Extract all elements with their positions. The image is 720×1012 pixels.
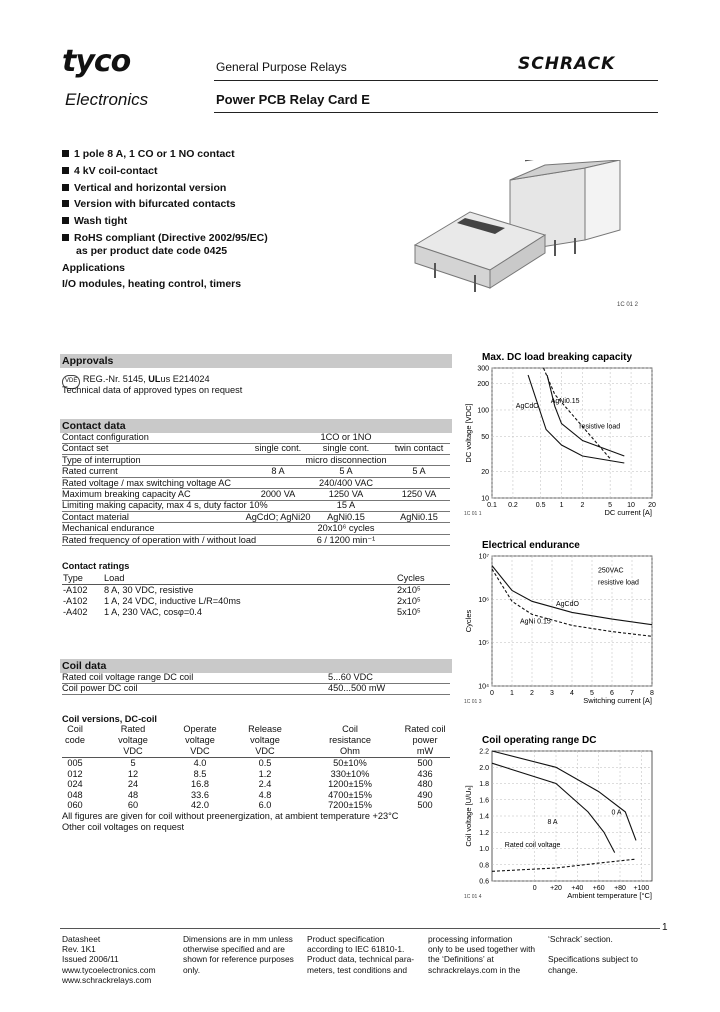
x-axis-label: Switching current [A] bbox=[583, 696, 652, 705]
ratings-cell: -A402 bbox=[63, 607, 88, 617]
footer-text: according to IEC 61810-1. bbox=[307, 944, 405, 955]
ratings-cell: 1 A, 24 VDC, inductive L/R=40ms bbox=[104, 596, 241, 606]
contact-row-value: 1250 VA bbox=[401, 489, 437, 499]
contact-row-value: AgCdO; AgNi20 bbox=[245, 511, 311, 522]
annotation: 8 A bbox=[547, 819, 558, 827]
chart-title: Coil operating range DC bbox=[482, 735, 597, 746]
x-tick-label: 5 bbox=[608, 502, 613, 509]
feature-item: Vertical and horizontal version bbox=[62, 180, 268, 197]
category-label: General Purpose Relays bbox=[216, 60, 347, 74]
ratings-cell: -A102 bbox=[63, 585, 88, 595]
contact-row-value: 5 A bbox=[339, 466, 353, 477]
versions-cell: 2.4 bbox=[258, 779, 272, 789]
feature-item: Wash tight bbox=[62, 213, 268, 230]
contact-row-label: Rated frequency of operation with / without load bbox=[62, 534, 257, 545]
contact-row-label: Maximum breaking capacity AC bbox=[62, 489, 191, 499]
contact-row-label: Limiting making capacity, max 4 s, duty factor 10% bbox=[62, 500, 268, 511]
versions-cell: 1.2 bbox=[258, 768, 272, 779]
footer-text: schrackrelays.com in the bbox=[428, 964, 521, 975]
versions-header: Coil bbox=[342, 724, 358, 734]
versions-cell: 024 bbox=[67, 779, 83, 789]
footer-text: Datasheet bbox=[62, 934, 101, 944]
header-rule-2 bbox=[214, 112, 658, 113]
relay-product-image bbox=[395, 160, 645, 310]
versions-cell: 436 bbox=[417, 768, 433, 779]
contact-row-label: Contact configuration bbox=[62, 432, 149, 442]
y-tick-label: 2.0 bbox=[479, 764, 489, 772]
versions-cell: 12 bbox=[127, 768, 139, 779]
contact-row-value: 8 A bbox=[271, 466, 285, 477]
footer-text: Specifications subject to bbox=[548, 954, 638, 965]
coil-row-value: 5...60 VDC bbox=[328, 672, 373, 682]
contact-row-label: Contact material bbox=[62, 511, 129, 522]
y-tick-label: 1.8 bbox=[479, 781, 489, 788]
ratings-cell: 2x10⁵ bbox=[397, 596, 421, 606]
y-tick-label: 300 bbox=[477, 365, 489, 373]
series-label: AgNi0.15 bbox=[550, 398, 580, 406]
electrical-endurance-chart bbox=[462, 540, 662, 712]
series-label: resistive load bbox=[579, 423, 621, 431]
versions-cell: 048 bbox=[67, 789, 83, 800]
x-axis-label: Ambient temperature [°C] bbox=[567, 891, 652, 900]
versions-cell: 060 bbox=[67, 800, 83, 810]
x-tick-label: +60 bbox=[592, 885, 605, 892]
versions-cell: 4.8 bbox=[258, 789, 272, 800]
versions-header: VDC bbox=[255, 746, 275, 756]
versions-header: mW bbox=[416, 746, 434, 756]
contact-row-rule bbox=[62, 466, 450, 478]
approvals-line: VDE REG.-Nr. 5145, ULus E214024 bbox=[62, 374, 210, 389]
contact-row-label: Rated voltage / max switching voltage AC bbox=[62, 477, 232, 488]
chart-title: Max. DC load breaking capacity bbox=[482, 352, 633, 363]
footer-text: Dimensions are in mm unless bbox=[183, 934, 293, 944]
versions-cell: 005 bbox=[67, 758, 83, 768]
series-line bbox=[492, 751, 636, 840]
x-tick-label: 0.1 bbox=[487, 502, 497, 509]
versions-cell: 42.0 bbox=[191, 800, 209, 810]
series-label: AgNi 0.15 bbox=[520, 618, 551, 626]
coil-versions-heading: Coil versions, DC-coil bbox=[62, 714, 157, 724]
x-tick-label: 6 bbox=[610, 690, 614, 697]
coil-data-heading: Coil data bbox=[60, 659, 452, 673]
footer-text: meters, test conditions and bbox=[307, 964, 408, 975]
contact-row-value: 6 / 1200 min⁻¹ bbox=[316, 534, 376, 545]
x-tick-label: 1 bbox=[510, 690, 514, 697]
x-tick-label: 7 bbox=[630, 690, 634, 697]
footer-text: ‘Schrack’ section. bbox=[548, 934, 613, 944]
tyco-logo: tyco bbox=[62, 44, 131, 79]
contact-row-value: 2000 VA bbox=[260, 489, 296, 499]
footer-text: Rev. 1K1 bbox=[62, 944, 96, 955]
x-tick-label: 10 bbox=[627, 502, 635, 509]
contact-row-label: Rated current bbox=[62, 466, 118, 477]
y-tick-label: 1.2 bbox=[479, 829, 489, 837]
contact-row-value: single cont. bbox=[254, 443, 302, 454]
contact-row-value: 1CO or 1NO bbox=[320, 432, 372, 442]
chart-code: 1C 01 1 bbox=[464, 511, 482, 517]
versions-header: Rated bbox=[120, 724, 146, 734]
y-tick-label: 1.4 bbox=[479, 813, 489, 821]
y-tick-label: 10⁷ bbox=[478, 553, 489, 561]
x-tick-label: 4 bbox=[570, 690, 574, 697]
versions-cell: 16.8 bbox=[191, 779, 209, 789]
footer-text: Product specification bbox=[307, 934, 385, 944]
versions-header: Rated coil bbox=[404, 724, 446, 734]
versions-cell: 4.0 bbox=[193, 758, 207, 768]
y-tick-label: 50 bbox=[481, 433, 489, 441]
versions-header: VDC bbox=[190, 746, 210, 756]
applications-label: Applications bbox=[62, 261, 126, 274]
footer-text: shown for reference purposes bbox=[183, 954, 294, 965]
versions-cell: 500 bbox=[417, 800, 433, 810]
versions-header: code bbox=[65, 735, 85, 745]
x-tick-label: 0 bbox=[532, 885, 537, 892]
footer-text: only. bbox=[183, 964, 201, 975]
y-tick-label: 0.8 bbox=[479, 862, 489, 870]
ratings-header: Load bbox=[104, 573, 125, 583]
series-line bbox=[492, 566, 652, 625]
ratings-cell: 1 A, 230 VAC, cosφ=0.4 bbox=[104, 607, 202, 617]
versions-cell: 33.6 bbox=[191, 789, 209, 800]
chart-title: Electrical endurance bbox=[482, 540, 580, 551]
versions-cell: 4700±15% bbox=[328, 789, 372, 800]
footer-text: otherwise specified and are bbox=[183, 944, 285, 955]
page-title: Power PCB Relay Card E bbox=[216, 92, 370, 107]
versions-cell: 490 bbox=[417, 789, 433, 800]
y-tick-label: 10 bbox=[481, 495, 489, 503]
header-rule bbox=[214, 80, 658, 81]
y-tick-label: 0.6 bbox=[479, 878, 489, 886]
y-tick-label: 100 bbox=[477, 407, 489, 415]
contact-row-value: 5 A bbox=[412, 466, 426, 477]
versions-header: Release bbox=[248, 724, 282, 734]
feature-item: 1 pole 8 A, 1 CO or 1 NO contact bbox=[62, 146, 268, 163]
y-tick-label: 2.2 bbox=[479, 748, 489, 756]
footer-text: Issued 2006/11 bbox=[62, 954, 119, 965]
series-line bbox=[492, 763, 615, 852]
image-code: 1C 01 2 bbox=[617, 302, 639, 308]
vde-icon: VDE bbox=[62, 375, 80, 389]
series-label: AgCdO bbox=[556, 601, 579, 609]
contact-row-value: 240/400 VAC bbox=[319, 477, 373, 488]
y-axis-label: Coil voltage [U/Uₙ] bbox=[464, 785, 473, 847]
versions-cell: 7200±15% bbox=[328, 800, 372, 810]
contact-row-label: Type of interruption bbox=[62, 454, 141, 465]
x-tick-label: 5 bbox=[590, 690, 594, 697]
x-tick-label: 2 bbox=[530, 690, 534, 697]
versions-cell: 24 bbox=[127, 779, 139, 789]
y-axis-label: Cycles bbox=[464, 609, 473, 633]
coil-row-label: Rated coil voltage range DC coil bbox=[62, 672, 194, 682]
feature-item-continued: as per product date code 0425 bbox=[76, 244, 228, 257]
series-line bbox=[547, 375, 624, 456]
ratings-cell: 8 A, 30 VDC, resistive bbox=[104, 585, 194, 595]
x-axis-label: DC current [A] bbox=[604, 508, 652, 517]
y-tick-label: 10⁶ bbox=[478, 596, 489, 604]
contact-row-value: 15 A bbox=[336, 500, 356, 511]
chart-code: 1C 01 4 bbox=[464, 894, 482, 900]
versions-cell: 1200±15% bbox=[328, 779, 372, 789]
versions-header: voltage bbox=[185, 735, 215, 745]
x-tick-label: 0.2 bbox=[508, 502, 518, 509]
annotation: 250VAC bbox=[598, 567, 624, 575]
series-line bbox=[544, 368, 611, 459]
dc-breaking-capacity-chart bbox=[462, 352, 662, 524]
electronics-logo-text: Electronics bbox=[65, 90, 149, 109]
coil-versions-note: Other coil voltages on request bbox=[62, 822, 185, 832]
versions-cell: 480 bbox=[417, 779, 433, 789]
chart-frame bbox=[492, 368, 652, 498]
y-tick-label: 20 bbox=[481, 469, 489, 477]
x-tick-label: +20 bbox=[550, 885, 562, 892]
footer-text: processing information bbox=[428, 934, 513, 944]
contact-row-label: Mechanical endurance bbox=[62, 523, 155, 534]
footer-text: change. bbox=[548, 964, 578, 975]
versions-header: resistance bbox=[329, 735, 371, 745]
approvals-note: Technical data of approved types on request bbox=[62, 385, 243, 395]
contact-row-value: single cont. bbox=[322, 443, 370, 454]
annotation: resistive load bbox=[598, 579, 639, 587]
ratings-cell: 2x10⁵ bbox=[397, 585, 421, 595]
versions-header: voltage bbox=[250, 735, 280, 745]
versions-rule bbox=[62, 757, 450, 758]
feature-item: Version with bifurcated contacts bbox=[62, 196, 268, 213]
versions-cell: 0.5 bbox=[258, 758, 272, 768]
x-tick-label: +40 bbox=[571, 885, 584, 892]
ratings-header: Type bbox=[63, 573, 83, 583]
contact-ratings-heading: Contact ratings bbox=[62, 561, 130, 571]
versions-cell: 60 bbox=[127, 800, 139, 810]
versions-cell: 6.0 bbox=[258, 800, 272, 810]
versions-header: Operate bbox=[183, 724, 217, 734]
versions-header: Coil bbox=[67, 724, 83, 734]
ratings-cell: -A102 bbox=[63, 596, 88, 606]
versions-cell: 012 bbox=[67, 768, 83, 779]
y-tick-label: 1.6 bbox=[479, 797, 489, 805]
contact-row-value: twin contact bbox=[394, 443, 444, 454]
versions-header: Ohm bbox=[340, 746, 360, 756]
versions-header: power bbox=[412, 735, 438, 745]
x-tick-label: 2 bbox=[580, 502, 585, 509]
footer-text: only to be used together with bbox=[428, 944, 536, 955]
x-tick-label: 20 bbox=[648, 502, 656, 509]
footer-text: www.schrackrelays.com bbox=[62, 974, 152, 985]
footer-text: Product data, technical para- bbox=[307, 954, 415, 965]
ratings-cell: 5x10⁵ bbox=[397, 607, 421, 617]
applications-text: I/O modules, heating control, timers bbox=[62, 278, 242, 291]
versions-cell: 330±10% bbox=[330, 768, 370, 779]
footer-text: the ‘Definitions’ at bbox=[428, 954, 494, 965]
contact-row-value: AgNi0.15 bbox=[400, 511, 438, 522]
y-tick-label: 10⁵ bbox=[478, 640, 489, 648]
contact-row-label: Contact set bbox=[62, 443, 109, 454]
x-tick-label: 0.5 bbox=[535, 502, 546, 509]
contact-row-value: 1250 VA bbox=[328, 489, 364, 499]
ul-icon: UL bbox=[148, 374, 161, 384]
contact-data-heading: Contact data bbox=[60, 419, 452, 433]
y-axis-label: DC voltage [VDC] bbox=[464, 403, 473, 463]
coil-operating-range-chart bbox=[462, 735, 662, 910]
footer-rule bbox=[60, 928, 660, 929]
ratings-header: Cycles bbox=[397, 573, 425, 583]
x-tick-label: +100 bbox=[633, 885, 650, 892]
approvals-heading: Approvals bbox=[60, 354, 452, 368]
coil-row-value: 450...500 mW bbox=[328, 683, 386, 694]
feature-list bbox=[62, 146, 268, 293]
annotation: Rated coil voltage bbox=[504, 841, 561, 849]
series-line bbox=[492, 859, 636, 871]
x-tick-label: 0 bbox=[490, 690, 494, 697]
contact-row-value: AgNi0.15 bbox=[327, 511, 365, 522]
x-tick-label: 1 bbox=[559, 502, 564, 509]
y-tick-label: 1.0 bbox=[479, 846, 489, 853]
versions-cell: 50±10% bbox=[333, 758, 367, 768]
series-label: AgCdO bbox=[515, 403, 539, 411]
x-tick-label: 3 bbox=[550, 690, 554, 697]
chart-code: 1C 01 3 bbox=[464, 699, 482, 705]
footer-text: www.tycoelectronics.com bbox=[62, 964, 156, 975]
versions-cell: 48 bbox=[127, 789, 139, 800]
coil-row-label: Coil power DC coil bbox=[62, 683, 138, 694]
y-tick-label: 10⁴ bbox=[478, 683, 489, 691]
contact-row-value: 20x10⁶ cycles bbox=[317, 523, 375, 534]
schrack-logo: SCHRACK bbox=[518, 54, 616, 74]
annotation: 0 A bbox=[611, 809, 622, 817]
versions-cell: 5 bbox=[130, 758, 136, 768]
page-number: 1 bbox=[662, 922, 668, 933]
feature-item: RoHS compliant (Directive 2002/95/EC) bbox=[62, 230, 268, 247]
versions-cell: 8.5 bbox=[193, 768, 207, 779]
versions-header: VDC bbox=[123, 746, 143, 756]
x-tick-label: +80 bbox=[614, 885, 626, 892]
versions-header: voltage bbox=[118, 735, 148, 745]
y-tick-label: 200 bbox=[477, 380, 489, 388]
versions-cell: 500 bbox=[417, 758, 433, 768]
contact-row-value: micro disconnection bbox=[305, 454, 387, 465]
x-tick-label: 8 bbox=[650, 690, 654, 697]
feature-item: 4 kV coil-contact bbox=[62, 163, 268, 180]
coil-versions-note: All figures are given for coil without preenergization, at ambient temperature +23°C bbox=[62, 811, 399, 821]
